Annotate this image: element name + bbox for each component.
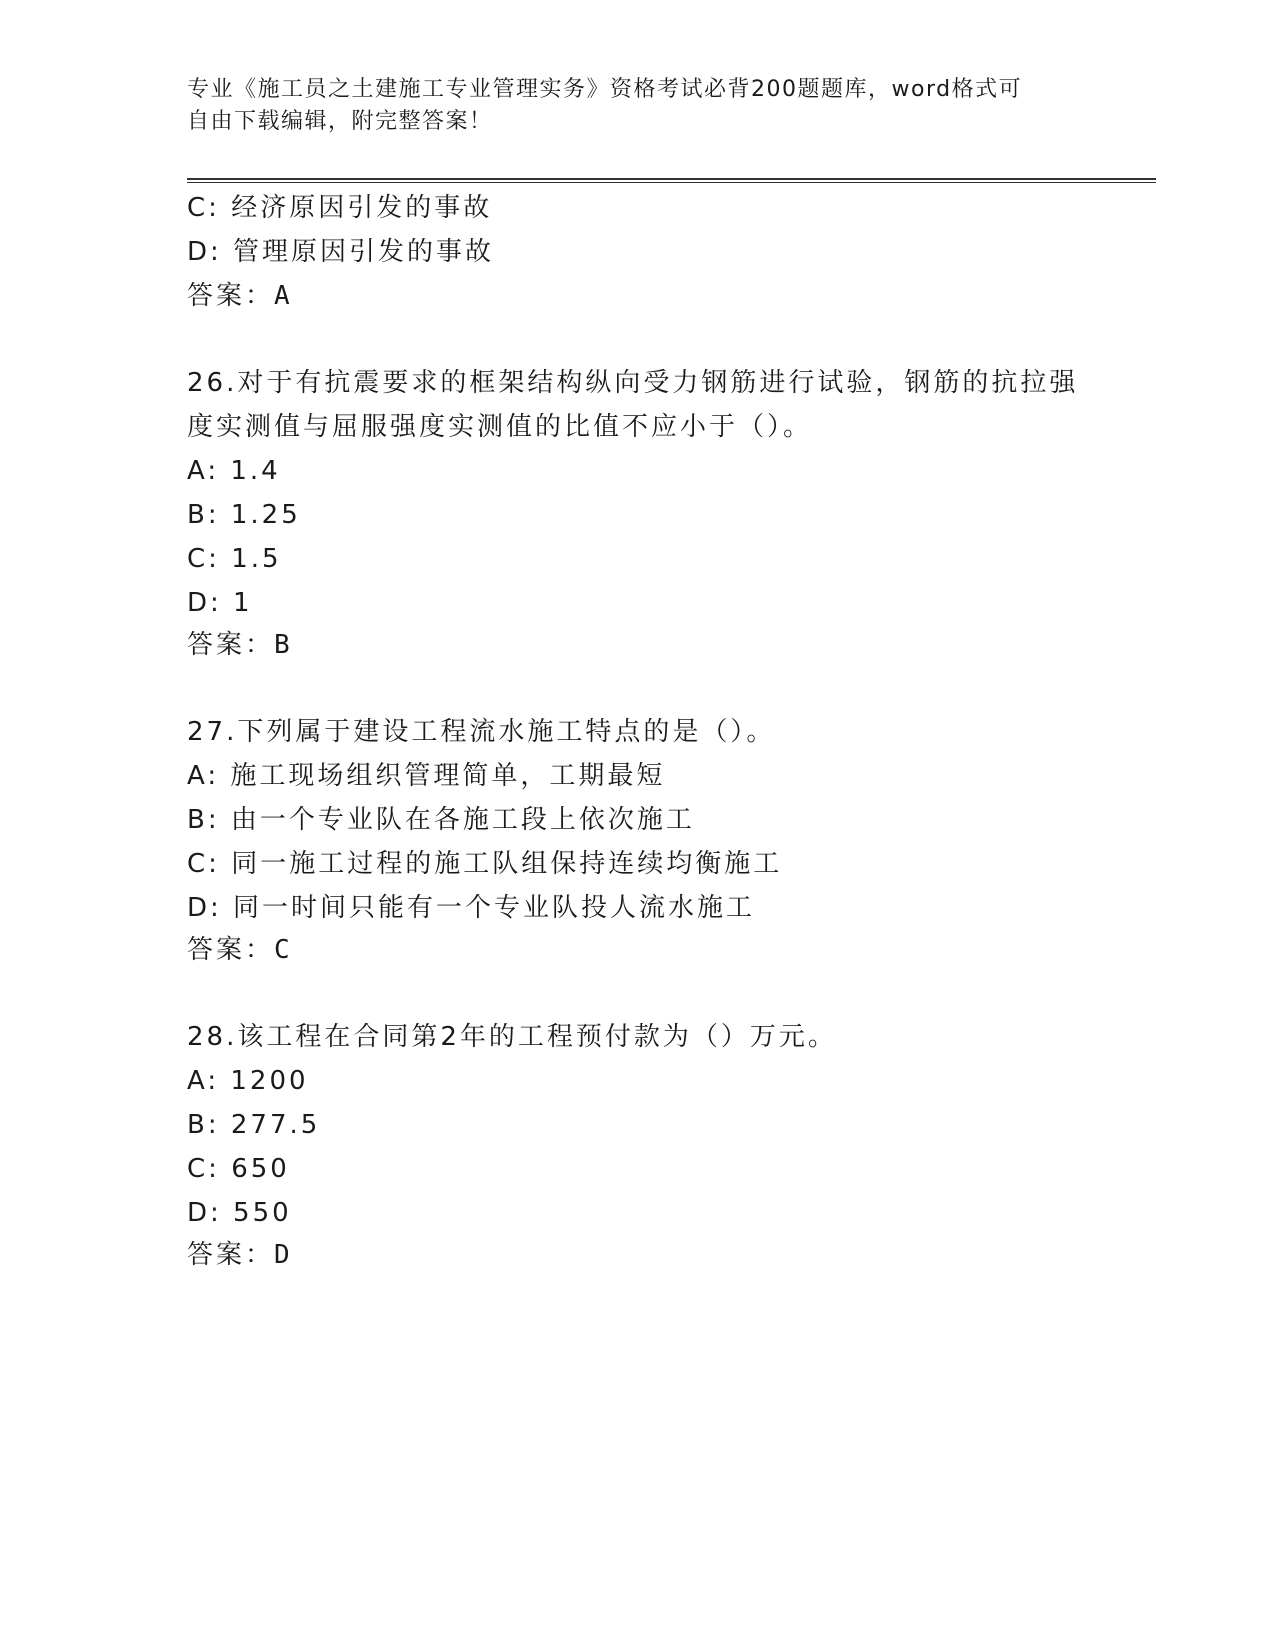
option-text: 施工现场组织管理简单，工期最短: [230, 761, 666, 791]
option-text: 同一施工过程的施工队组保持连续均衡施工: [231, 849, 783, 879]
option-c: [187, 188, 492, 228]
question-26-option-d: [187, 583, 253, 623]
option-letter: A:: [187, 456, 220, 486]
question-27-stem: 27.下列属于建设工程流水施工特点的是（）。: [187, 717, 776, 747]
header-title-line-1: 专业《施工员之土建施工专业管理实务》资格考试必背200题题库，word格式可: [187, 77, 1023, 102]
option-text: 1: [233, 588, 253, 618]
question-26-stem-line-1: 26.对于有抗震要求的框架结构纵向受力钢筋进行试验，钢筋的抗拉强: [187, 368, 1079, 398]
question-26-option-c: [187, 539, 282, 579]
option-letter: D:: [187, 237, 222, 267]
option-text: 1.25: [230, 500, 301, 530]
document-header: [187, 74, 1087, 138]
answer-label: 答案：: [187, 281, 275, 311]
question-26-stem-line-2: 度实测值与屈服强度实测值的比值不应小于（）。: [187, 412, 813, 442]
option-letter: D:: [187, 588, 222, 618]
option-letter: C:: [187, 1154, 220, 1184]
option-text: 管理原因引发的事故: [233, 237, 495, 267]
question-28-stem: 28.该工程在合同第2年的工程预付款为（）万元。: [187, 1022, 837, 1052]
option-text: 1200: [230, 1066, 309, 1096]
option-letter: C:: [187, 849, 220, 879]
answer-value: A: [274, 281, 293, 311]
question-26-option-a: [187, 451, 281, 491]
answer-value: C: [274, 935, 293, 965]
answer-value: D: [274, 1240, 293, 1270]
option-letter: C:: [187, 193, 220, 223]
header-title-line-2: 自由下载编辑，附完整答案！: [187, 109, 493, 134]
answer-label: 答案：: [187, 1240, 275, 1270]
option-letter: B:: [187, 1110, 220, 1140]
answer-line: [187, 276, 293, 316]
option-letter: B:: [187, 805, 220, 835]
option-d: [187, 232, 494, 272]
option-text: 1.4: [230, 456, 281, 486]
option-text: 同一时间只能有一个专业队投人流水施工: [233, 893, 756, 923]
option-text: 550: [233, 1198, 292, 1228]
header-divider: [187, 178, 1156, 183]
option-letter: A:: [187, 761, 220, 791]
option-text: 277.5: [230, 1110, 321, 1140]
option-letter: D:: [187, 1198, 222, 1228]
question-26-answer: [187, 625, 293, 665]
question-28-option-d: [187, 1193, 292, 1233]
question-28-option-b: [187, 1105, 320, 1145]
question-27-option-c: [187, 844, 782, 884]
option-text: 1.5: [231, 544, 282, 574]
option-letter: C:: [187, 544, 220, 574]
answer-label: 答案：: [187, 630, 275, 660]
answer-label: 答案：: [187, 935, 275, 965]
question-28-option-c: [187, 1149, 290, 1189]
option-letter: A:: [187, 1066, 220, 1096]
option-text: 650: [231, 1154, 290, 1184]
option-text: 由一个专业队在各施工段上依次施工: [230, 805, 695, 835]
option-letter: B:: [187, 500, 220, 530]
question-28-answer: [187, 1235, 293, 1275]
question-27-option-d: [187, 888, 755, 928]
question-27-option-a: [187, 756, 665, 796]
question-26-option-b: [187, 495, 301, 535]
question-28-option-a: [187, 1061, 309, 1101]
question-27-option-b: [187, 800, 695, 840]
option-text: 经济原因引发的事故: [231, 193, 493, 223]
question-27-answer: [187, 930, 293, 970]
answer-value: B: [274, 630, 293, 660]
option-letter: D:: [187, 893, 222, 923]
